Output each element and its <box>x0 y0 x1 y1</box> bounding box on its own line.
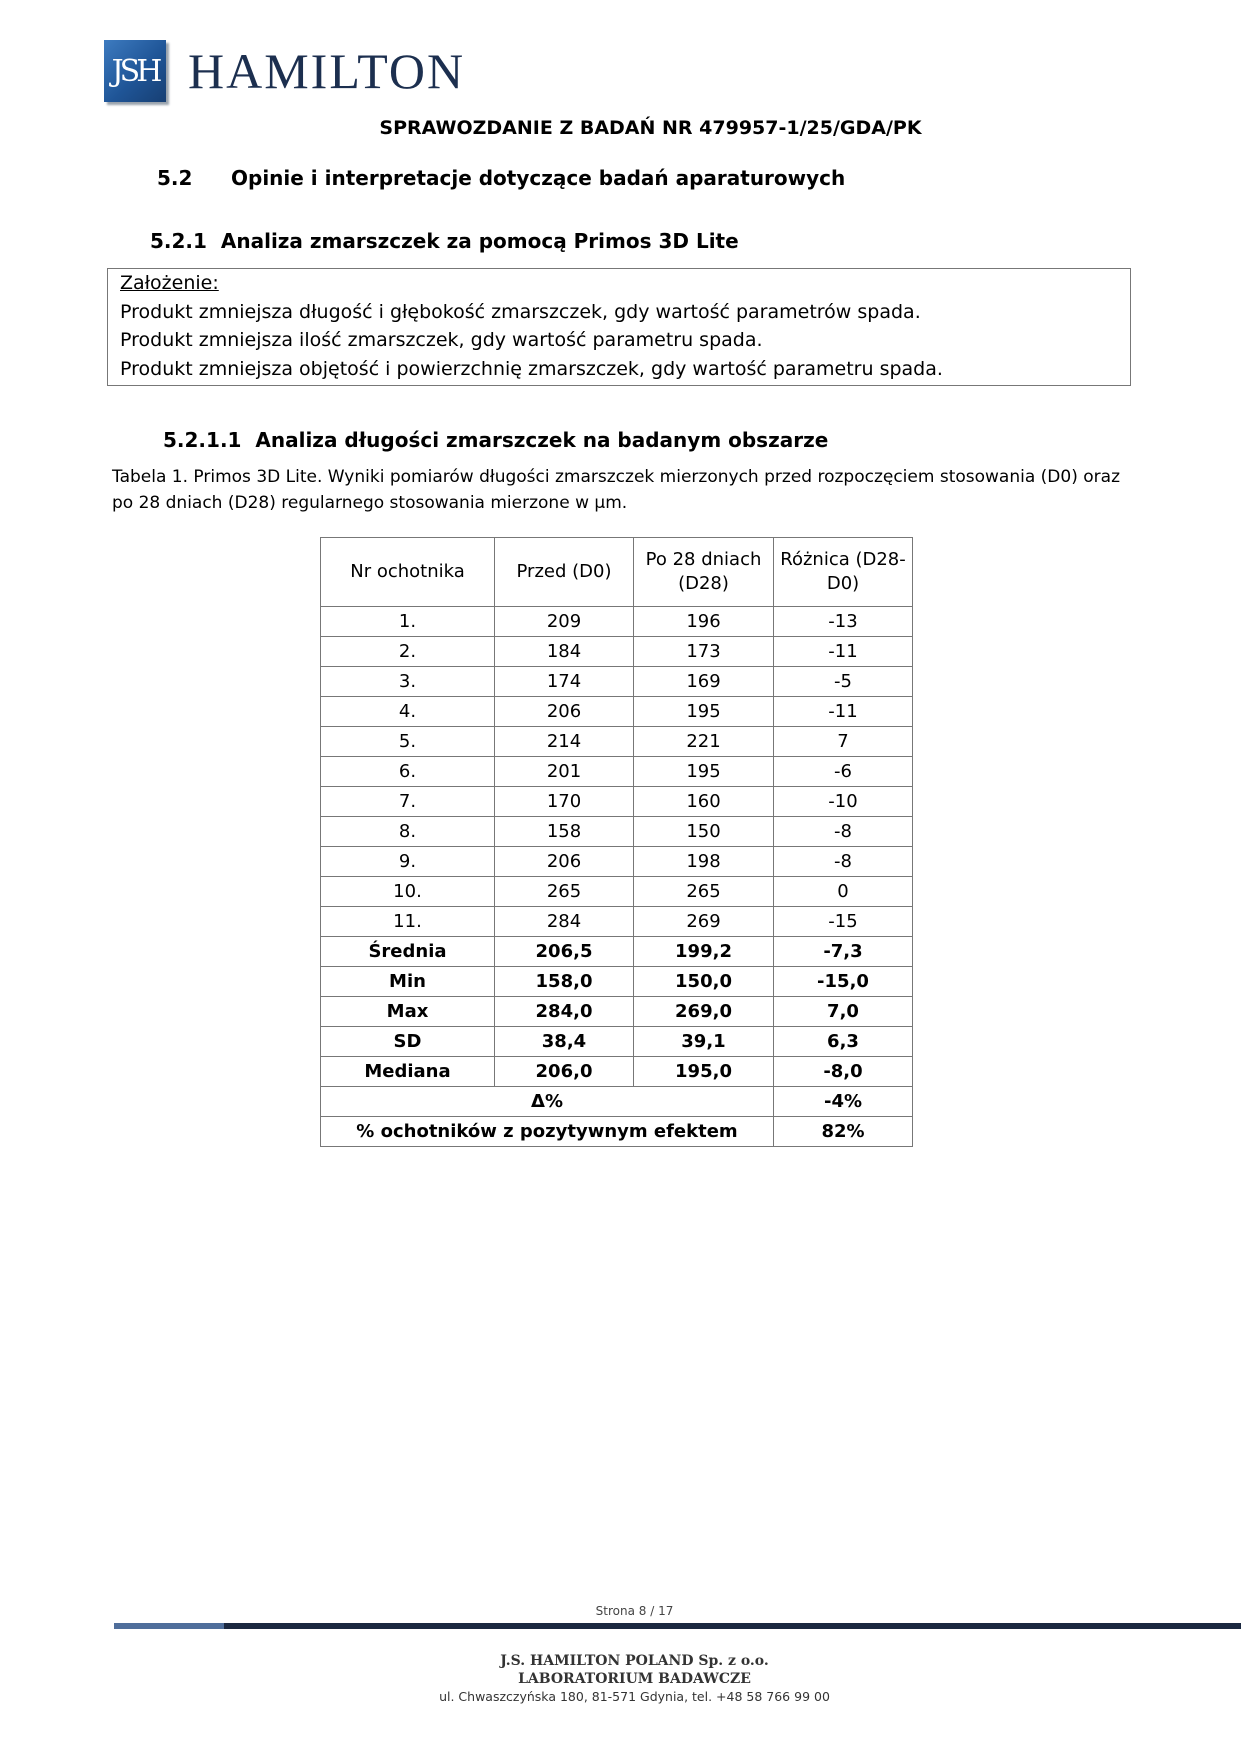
subsection-heading: 5.2.1 Analiza zmarszczek za pomocą Primos 3D Lite <box>150 229 739 253</box>
table-cell: -11 <box>774 637 913 667</box>
table-cell: 0 <box>774 877 913 907</box>
report-title: SPRAWOZDANIE Z BADAŃ NR 479957-1/25/GDA/PK <box>379 117 922 139</box>
table-row <box>321 727 913 757</box>
table-cell: 195 <box>634 697 774 727</box>
table-cell: 206 <box>495 847 634 877</box>
table-cell: 195,0 <box>634 1057 774 1087</box>
section-title: Opinie i interpretacje dotyczące badań aparaturowych <box>231 166 846 190</box>
header-cell: Różnica (D28-D0) <box>774 538 913 607</box>
footer-divider <box>114 1623 1241 1629</box>
assumption-line: Produkt zmniejsza objętość i powierzchnię zmarszczek, gdy wartość parametru spada. <box>120 357 943 380</box>
table-cell: 160 <box>634 787 774 817</box>
table-cell: Mediana <box>321 1057 495 1087</box>
table-cell: -11 <box>774 697 913 727</box>
table-cell: 206,0 <box>495 1057 634 1087</box>
assumption-line: Produkt zmniejsza ilość zmarszczek, gdy wartość parametru spada. <box>120 329 763 351</box>
footer-company: J.S. HAMILTON POLAND Sp. z o.o. <box>500 1653 769 1669</box>
assumption-line: Produkt zmniejsza długość i głębokość zmarszczek, gdy wartość parametrów spada. <box>120 300 921 323</box>
table-cell: Max <box>321 997 495 1027</box>
logo-text: HAMILTON <box>188 43 466 99</box>
table-row <box>321 877 913 907</box>
stats-row <box>321 937 913 967</box>
positive-effect-row <box>321 1117 913 1147</box>
table-cell: -15,0 <box>774 967 913 997</box>
header-cell: Przed (D0) <box>495 538 634 607</box>
table-cell: -10 <box>774 787 913 817</box>
table-cell: 9. <box>321 847 495 877</box>
table-header-row <box>321 538 913 607</box>
assumption-label: Założenie: <box>120 272 219 294</box>
table-cell: 11. <box>321 907 495 937</box>
section-number: 5.2 <box>157 166 193 190</box>
table-cell: 198 <box>634 847 774 877</box>
table-cell: 158,0 <box>495 967 634 997</box>
table-cell: 170 <box>495 787 634 817</box>
subsubsection-heading: 5.2.1.1 Analiza długości zmarszczek na badanym obszarze <box>163 428 829 452</box>
table-cell: 209 <box>495 607 634 637</box>
table-cell: 3. <box>321 667 495 697</box>
company-logo <box>104 38 465 104</box>
table-cell: 10. <box>321 877 495 907</box>
table-cell: 201 <box>495 757 634 787</box>
table-cell: 150 <box>634 817 774 847</box>
delta-row <box>321 1087 913 1117</box>
table-cell: -6 <box>774 757 913 787</box>
table-cell: Min <box>321 967 495 997</box>
table-cell: 6,3 <box>774 1027 913 1057</box>
table-cell: -5 <box>774 667 913 697</box>
table-cell: 196 <box>634 607 774 637</box>
logo-mark: JSH <box>104 40 166 102</box>
table-cell: 1. <box>321 607 495 637</box>
section-heading <box>157 166 845 190</box>
table-cell: 4. <box>321 697 495 727</box>
table-cell: 150,0 <box>634 967 774 997</box>
table-cell: 173 <box>634 637 774 667</box>
table-cell: 7,0 <box>774 997 913 1027</box>
table-cell: 269,0 <box>634 997 774 1027</box>
table-cell: 199,2 <box>634 937 774 967</box>
table-row <box>321 847 913 877</box>
table-cell: 265 <box>495 877 634 907</box>
table-row <box>321 637 913 667</box>
table-cell: 7 <box>774 727 913 757</box>
footer-lab: LABORATORIUM BADAWCZE <box>518 1671 751 1687</box>
page-number: Strona 8 / 17 <box>595 1604 674 1618</box>
table-cell: SD <box>321 1027 495 1057</box>
table-cell: 265 <box>634 877 774 907</box>
footer-address: ul. Chwaszczyńska 180, 81-571 Gdynia, tel. +48 58 766 99 00 <box>439 1689 830 1704</box>
table-cell: 206,5 <box>495 937 634 967</box>
table-cell: 195 <box>634 757 774 787</box>
table-cell: -15 <box>774 907 913 937</box>
table-cell: 214 <box>495 727 634 757</box>
table-cell: 5. <box>321 727 495 757</box>
table-cell: 169 <box>634 667 774 697</box>
stats-row <box>321 967 913 997</box>
footer-divider-accent <box>114 1623 224 1629</box>
header-cell: Po 28 dniach (D28) <box>634 538 774 607</box>
table-cell: 221 <box>634 727 774 757</box>
table-row <box>321 697 913 727</box>
table-cell: Średnia <box>321 937 495 967</box>
table-row <box>321 607 913 637</box>
stats-row <box>321 1027 913 1057</box>
table-cell: 6. <box>321 757 495 787</box>
table-cell: 174 <box>495 667 634 697</box>
footer <box>0 1652 1241 1705</box>
table-row <box>321 667 913 697</box>
assumption-box <box>107 268 1131 386</box>
table-cell: 39,1 <box>634 1027 774 1057</box>
table-cell: 38,4 <box>495 1027 634 1057</box>
table-cell: 269 <box>634 907 774 937</box>
header-cell: Nr ochotnika <box>321 538 495 607</box>
table-cell: 184 <box>495 637 634 667</box>
positive-effect-row-value: 82% <box>774 1117 913 1147</box>
stats-row <box>321 997 913 1027</box>
table-cell: -8,0 <box>774 1057 913 1087</box>
table-cell: -8 <box>774 817 913 847</box>
stats-row <box>321 1057 913 1087</box>
table-cell: 2. <box>321 637 495 667</box>
table-caption: Tabela 1. Primos 3D Lite. Wyniki pomiarów długości zmarszczek mierzonych przed rozpoczęciem stosowania (D0) oraz po 28 dniach (D28) regularnego stosowania mierzone w µm. <box>112 467 1120 513</box>
table-row <box>321 817 913 847</box>
table-row <box>321 787 913 817</box>
positive-effect-row-label: % ochotników z pozytywnym efektem <box>321 1117 774 1147</box>
table-cell: -8 <box>774 847 913 877</box>
delta-row-label: Δ% <box>321 1087 774 1117</box>
table-cell: 284,0 <box>495 997 634 1027</box>
table-cell: -13 <box>774 607 913 637</box>
table-cell: 206 <box>495 697 634 727</box>
table-cell: 158 <box>495 817 634 847</box>
table-cell: 8. <box>321 817 495 847</box>
results-table <box>320 537 913 1147</box>
table-cell: 7. <box>321 787 495 817</box>
table-row <box>321 907 913 937</box>
table-row <box>321 757 913 787</box>
table-cell: -7,3 <box>774 937 913 967</box>
table-cell: 284 <box>495 907 634 937</box>
delta-row-value: -4% <box>774 1087 913 1117</box>
